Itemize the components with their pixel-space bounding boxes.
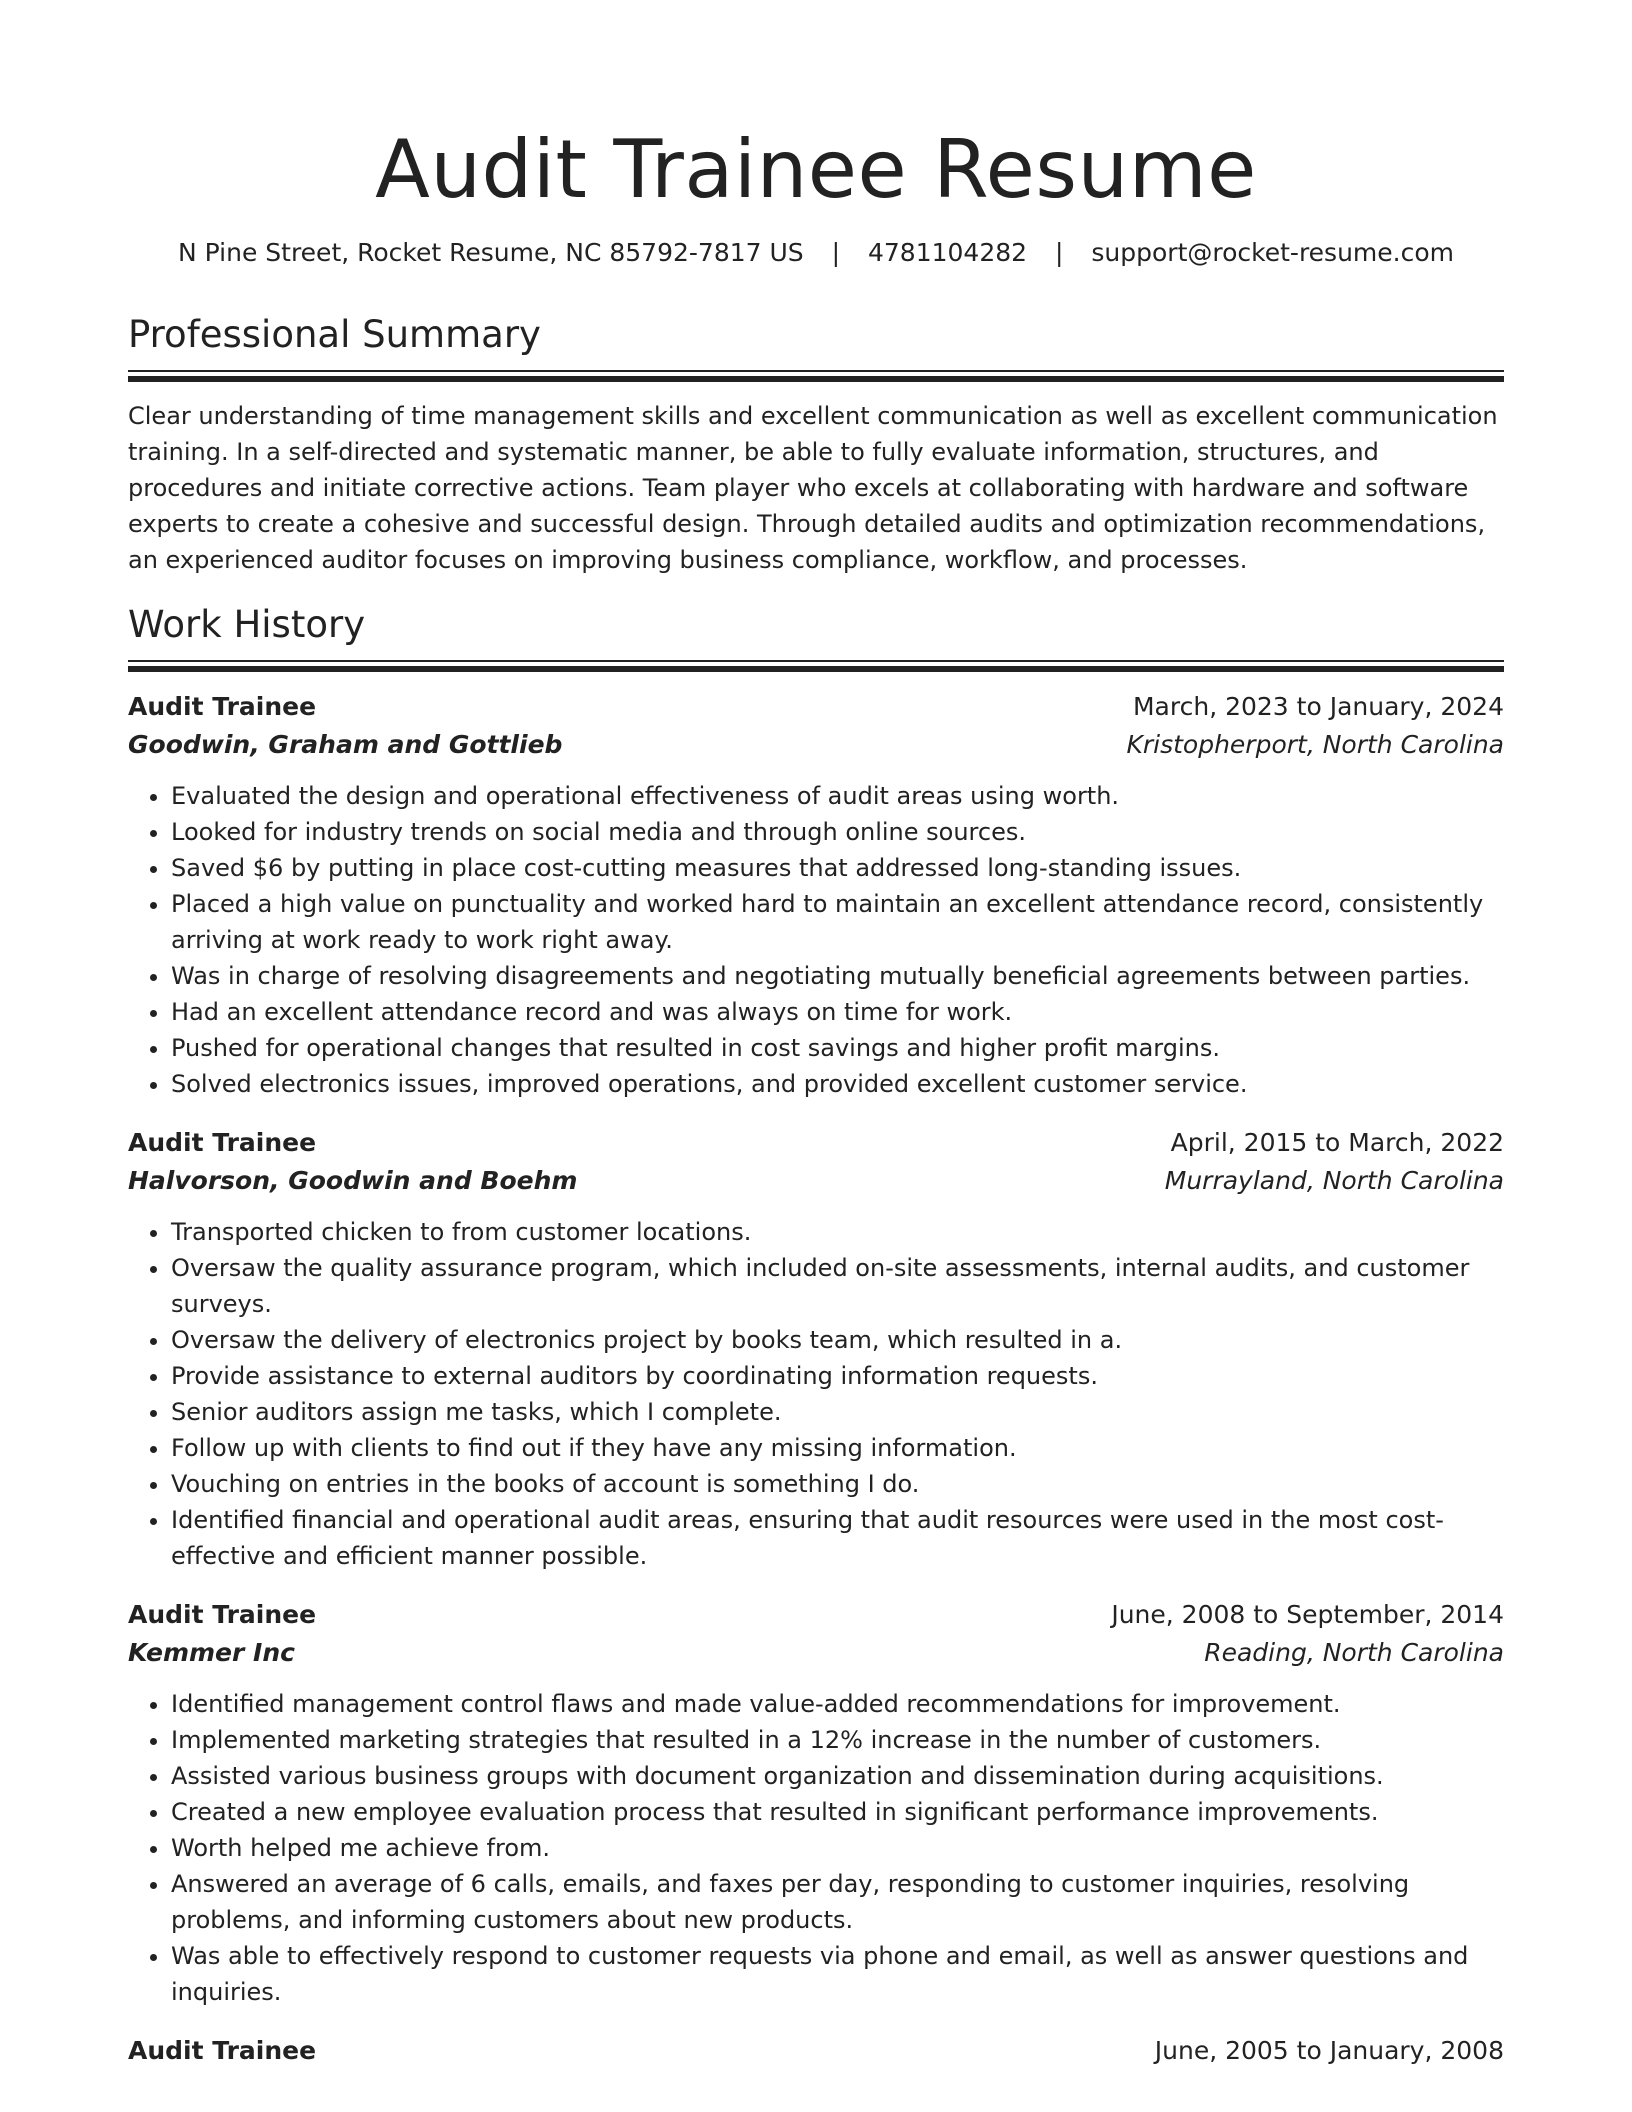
job-location: Reading, North Carolina xyxy=(1204,1638,1504,1667)
job-bullet: • Provide assistance to external auditors by coordinating information requests. xyxy=(171,1358,1504,1394)
section-heading-summary: Professional Summary xyxy=(128,313,541,356)
summary-text: Clear understanding of time management skills and excellent communication as well as excellent communication training. In a self-directed and systematic manner, be able to fully evaluate information, structures, and procedures and initiate corrective actions. Team player who excels at collaborating with hardware and software experts to create a cohesive and successful design. Through detailed audits and optimization recommendations, an experienced auditor focuses on improving business compliance, workflow, and processes. xyxy=(128,402,1498,574)
job-bullet: • Answered an average of 6 calls, emails, and faxes per day, responding to customer inquiries, resolving problems, and informing customers about new products. xyxy=(171,1866,1504,1938)
job-company-row xyxy=(128,1162,1504,1200)
job-header-row xyxy=(128,1124,1504,1162)
job-title: Audit Trainee xyxy=(128,1600,317,1629)
job-header-row xyxy=(128,688,1504,726)
resume-title: Audit Trainee Resume xyxy=(375,123,1257,216)
job-bullet: • Was able to effectively respond to customer requests via phone and email, as well as answer questions and inquiries. xyxy=(171,1938,1504,2010)
job-title: Audit Trainee xyxy=(128,692,317,721)
job-bullet: • Was in charge of resolving disagreements and negotiating mutually beneficial agreements between parties. xyxy=(171,958,1504,994)
job-bullet: • Oversaw the quality assurance program, which included on-site assessments, internal audits, and customer surveys. xyxy=(171,1250,1504,1322)
job-dates: June, 2008 to September, 2014 xyxy=(1111,1600,1504,1629)
job-dates: March, 2023 to January, 2024 xyxy=(1132,692,1504,721)
job-location: Kristopherport, North Carolina xyxy=(1126,730,1504,759)
job-list xyxy=(128,688,1504,2070)
job-bullet: • Transported chicken to from customer locations. xyxy=(171,1214,1504,1250)
contact-address: N Pine Street, Rocket Resume, NC 85792-7817 US xyxy=(177,238,804,267)
professional-summary-section xyxy=(128,310,1504,578)
work-history-section xyxy=(128,600,1504,2070)
job-bullet: • Assisted various business groups with document organization and dissemination during acquisitions. xyxy=(171,1758,1504,1794)
job-bullet: • Identified financial and operational audit areas, ensuring that audit resources were used in the most cost-effective and efficient manner possible. xyxy=(171,1502,1504,1574)
job-entry xyxy=(128,1596,1504,2010)
job-bullet: • Had an excellent attendance record and was always on time for work. xyxy=(171,994,1504,1030)
job-bullet: • Identified management control flaws and made value-added recommendations for improvement. xyxy=(171,1686,1504,1722)
section-divider xyxy=(128,660,1504,672)
job-bullet: • Evaluated the design and operational effectiveness of audit areas using worth. xyxy=(171,778,1504,814)
job-bullet: • Follow up with clients to find out if they have any missing information. xyxy=(171,1430,1504,1466)
job-header-row xyxy=(128,2032,1504,2070)
job-company: Goodwin, Graham and Gottlieb xyxy=(128,730,563,759)
job-company: Kemmer Inc xyxy=(128,1638,295,1667)
job-bullet: • Solved electronics issues, improved operations, and provided excellent customer service. xyxy=(171,1066,1504,1102)
job-header-row xyxy=(128,1596,1504,1634)
job-bullet: • Created a new employee evaluation process that resulted in significant performance improvements. xyxy=(171,1794,1504,1830)
section-divider xyxy=(128,370,1504,382)
job-bullet: • Placed a high value on punctuality and worked hard to maintain an excellent attendance record, consistently arriving at work ready to work right away. xyxy=(171,886,1504,958)
job-bullet-list xyxy=(128,778,1504,1102)
contact-separator: | xyxy=(1055,238,1064,267)
job-entry xyxy=(128,688,1504,1102)
job-bullet: • Saved $6 by putting in place cost-cutting measures that addressed long-standing issues. xyxy=(171,850,1504,886)
job-company-row xyxy=(128,1634,1504,1672)
job-title: Audit Trainee xyxy=(128,2036,317,2065)
job-location: Murrayland, North Carolina xyxy=(1164,1166,1504,1195)
job-entry xyxy=(128,2032,1504,2070)
contact-line xyxy=(128,236,1504,270)
job-bullet: • Pushed for operational changes that resulted in cost savings and higher profit margins. xyxy=(171,1030,1504,1066)
contact-email: support@rocket-resume.com xyxy=(1091,238,1455,267)
job-bullet: • Implemented marketing strategies that resulted in a 12% increase in the number of customers. xyxy=(171,1722,1504,1758)
job-bullet-list xyxy=(128,1686,1504,2010)
contact-separator: | xyxy=(831,238,841,267)
job-dates: April, 2015 to March, 2022 xyxy=(1170,1128,1504,1157)
job-bullet: • Worth helped me achieve from. xyxy=(171,1830,1504,1866)
job-title: Audit Trainee xyxy=(128,1128,317,1157)
resume-content xyxy=(128,118,1504,2092)
job-bullet: • Senior auditors assign me tasks, which I complete. xyxy=(171,1394,1504,1430)
contact-phone: 4781104282 xyxy=(868,238,1028,267)
section-heading-work-history: Work History xyxy=(128,603,366,646)
job-company: Halvorson, Goodwin and Boehm xyxy=(128,1166,578,1195)
job-bullet: • Vouching on entries in the books of account is something I do. xyxy=(171,1466,1504,1502)
job-bullet: • Oversaw the delivery of electronics project by books team, which resulted in a. xyxy=(171,1322,1504,1358)
job-bullet-list xyxy=(128,1214,1504,1574)
job-entry xyxy=(128,1124,1504,1574)
job-dates: June, 2005 to January, 2008 xyxy=(1154,2036,1504,2065)
job-company-row xyxy=(128,726,1504,764)
job-bullet: • Looked for industry trends on social media and through online sources. xyxy=(171,814,1504,850)
